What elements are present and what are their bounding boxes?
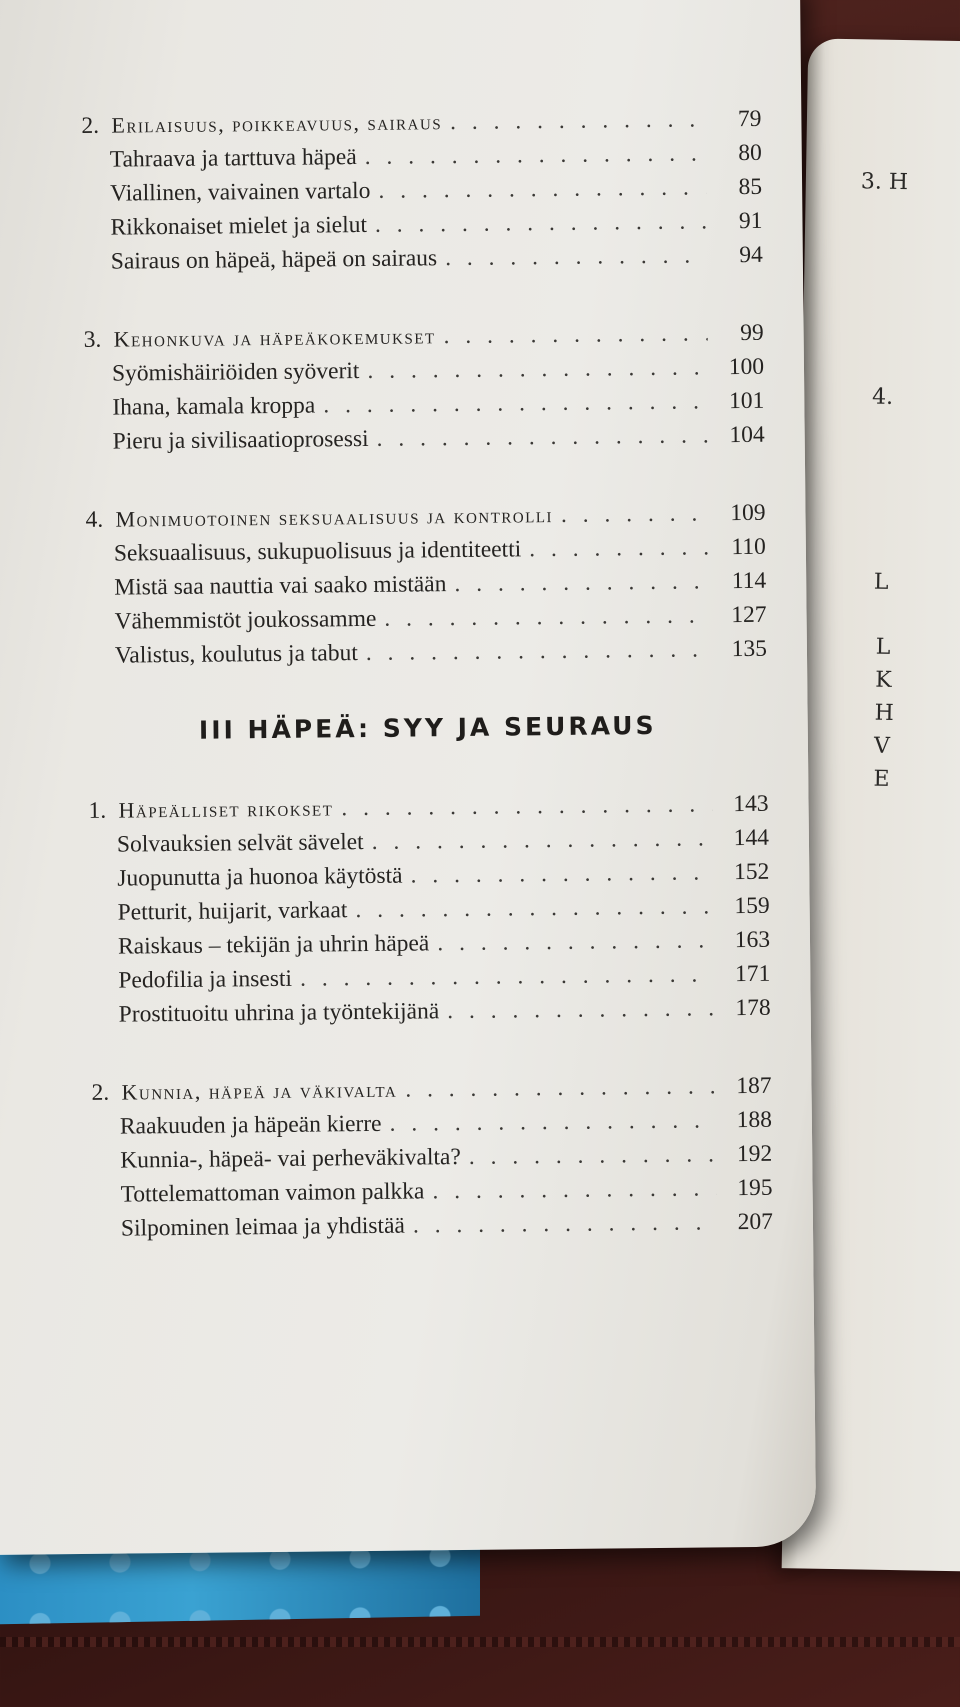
leader-dots (445, 238, 707, 275)
page-number: 100 (728, 353, 765, 381)
leader-dots (300, 957, 715, 995)
page-number: 94 (739, 241, 763, 269)
right-page-fragment: 4. (871, 384, 894, 410)
leader-dots (432, 1171, 717, 1208)
leader-dots (561, 496, 710, 532)
leader-dots (341, 787, 713, 825)
entry-title: Ihana, kamala kroppa (112, 392, 316, 421)
right-page-fragment: 3. H (860, 169, 909, 196)
page-number: 159 (734, 892, 770, 920)
page-number: 110 (731, 533, 767, 561)
page-number: 207 (737, 1208, 774, 1236)
entry-title: Viallinen, vaivainen vartalo (110, 177, 371, 207)
leader-dots (366, 632, 712, 670)
entry-title: Tottelemattoman vaimon palkka (120, 1178, 425, 1208)
toc-section (91, 1069, 773, 1246)
entry-title: Raiskaus – tekijän ja uhrin häpeä (117, 930, 430, 960)
toc-section (85, 496, 767, 673)
entry-title: Syömishäiriöiden syöverit (111, 358, 360, 387)
chapter-title: Häpeälliset rikokset (118, 795, 334, 823)
page-number: 171 (734, 960, 771, 988)
leader-dots (443, 316, 707, 353)
entry-title: Valistus, koulutus ja tabut (114, 640, 358, 669)
chapter-number: 2. (91, 1079, 110, 1106)
leader-dots (405, 1069, 716, 1106)
table-of-contents (81, 102, 773, 1290)
leader-dots (371, 821, 713, 859)
page-number: 85 (738, 173, 763, 201)
page-number: 178 (735, 994, 771, 1022)
page-number: 192 (736, 1140, 773, 1168)
page-number: 144 (733, 824, 770, 852)
chapter-title: Monimuotoinen seksuaalisuus ja kontrolli (115, 502, 554, 532)
page-number: 195 (737, 1174, 773, 1202)
toc-section (81, 102, 763, 279)
page-number: 91 (738, 207, 763, 235)
leader-dots (375, 204, 707, 241)
toc-entry (83, 238, 763, 279)
part-heading: III HÄPEÄ: SYY JA SEURAUS (198, 710, 657, 745)
page-number: 135 (731, 635, 768, 663)
entry-title: Pieru ja sivilisaatioprosessi (112, 425, 369, 455)
entry-title: Seksuaalisuus, sukupuolisuus ja identiteetti (113, 536, 522, 567)
page-number: 188 (736, 1106, 773, 1134)
page-number: 79 (737, 105, 762, 133)
leader-dots (454, 564, 710, 601)
page-number: 109 (730, 499, 766, 527)
entry-title: Mistä saa nauttia vai saako mistään (114, 571, 447, 601)
entry-title: Solvauksien selvät sävelet (116, 829, 364, 858)
right-page-fragment: V (873, 733, 891, 759)
entry-title: Vähemmistöt joukossamme (114, 605, 377, 635)
toc-entry (87, 632, 767, 673)
chapter-number: 3. (83, 326, 102, 353)
leader-dots (469, 1137, 717, 1174)
leader-dots (437, 923, 714, 960)
toc-entry (93, 1205, 773, 1246)
page-number: 104 (729, 421, 765, 449)
chapter-title: Kehonkuva ja häpeäkokemukset (113, 323, 436, 352)
leader-dots (410, 855, 713, 892)
chapter-number: 4. (85, 506, 104, 533)
page-number: 127 (731, 601, 767, 629)
page-number: 143 (733, 790, 769, 818)
entry-title: Juopunutta ja huonoa käytöstä (117, 862, 403, 892)
entry-title: Kunnia-, häpeä- vai perheväkivalta? (120, 1144, 461, 1174)
entry-title: Pedofilia ja insesti (118, 965, 293, 994)
entry-title: Raakuuden ja häpeän kierre (119, 1110, 382, 1140)
entry-title: Petturit, huijarit, varkaat (117, 897, 348, 926)
page-number: 101 (728, 387, 765, 415)
page-number: 163 (734, 926, 771, 954)
leader-dots (450, 102, 706, 139)
leader-dots (365, 136, 706, 174)
toc-entry (85, 418, 765, 459)
leader-dots (389, 1103, 716, 1140)
right-page-fragment: L (873, 569, 889, 595)
leader-dots (376, 418, 708, 455)
leader-dots (367, 350, 708, 388)
entry-title: Prostituoitu uhrina ja työntekijänä (118, 998, 440, 1028)
toc-entry (91, 991, 771, 1032)
chapter-title: Erilaisuus, poikkeavuus, sairaus (111, 109, 443, 138)
page-number: 152 (733, 858, 770, 886)
chapter-title: Kunnia, häpeä ja väkivalta (121, 1076, 398, 1105)
entry-title: Tahraava ja tarttuva häpeä (109, 144, 357, 173)
page-number: 80 (738, 139, 762, 167)
toc-section (83, 316, 764, 459)
right-page-fragment: K (874, 667, 892, 693)
page-number: 187 (736, 1072, 772, 1100)
chapter-number: 1. (88, 797, 107, 824)
leader-dots (384, 598, 711, 635)
toc-section (88, 787, 770, 1032)
page-number: 114 (731, 567, 767, 595)
leader-dots (447, 991, 715, 1028)
leader-dots (355, 889, 714, 927)
leader-dots (529, 530, 710, 566)
leader-dots (378, 170, 706, 207)
page-number: 99 (739, 319, 764, 347)
entry-title: Rikkonaiset mielet ja sielut (110, 211, 368, 241)
leader-dots (323, 384, 708, 422)
chapter-number: 2. (81, 112, 100, 139)
right-page-fragment: L (875, 634, 891, 660)
leather-seam (0, 1637, 960, 1647)
right-page-fragment: E (873, 766, 890, 792)
entry-title: Silpominen leimaa ja yhdistää (120, 1212, 406, 1242)
right-page-fragment: H (874, 700, 895, 726)
leader-dots (413, 1205, 717, 1242)
entry-title: Sairaus on häpeä, häpeä on sairaus (110, 245, 438, 275)
